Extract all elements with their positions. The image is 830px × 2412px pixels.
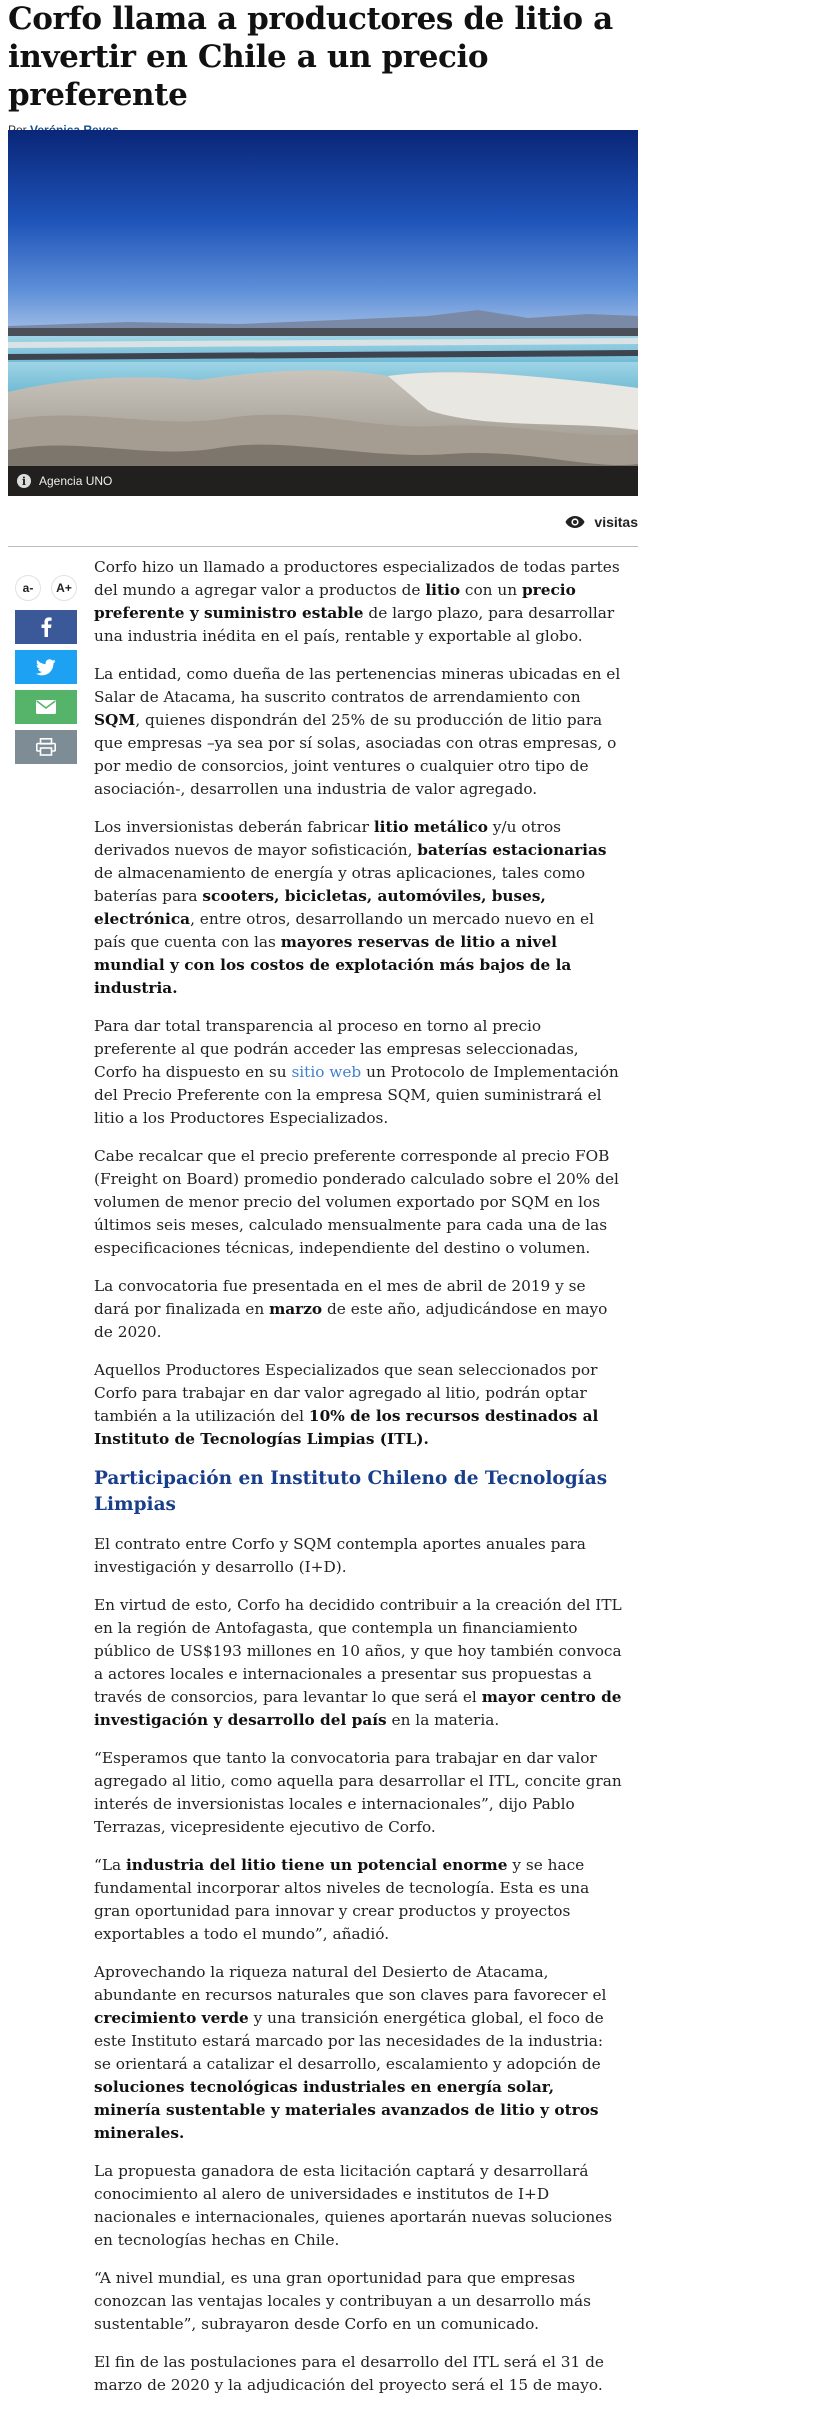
image-caption	[8, 466, 638, 496]
salar-landscape	[8, 130, 638, 496]
text-run: , quienes dispondrán del 25% de su producción de litio para que empresas –ya sea por sí solas, asociadas con otras empresas, o por medio de consorcios, joint ventures o cualquier otro tipo de asociación-, desarrollen una industria de valor agregado.	[94, 711, 617, 798]
article-container	[8, 0, 638, 2394]
text-run: “A nivel mundial, es una gran oportunidad para que empresas conozcan las ventajas locales y contribuyan a un desarrollo más sustentable”, subrayaron desde Corfo en un comunicado.	[94, 2269, 591, 2333]
text-run: La convocatoria fue presentada en el mes de abril de 2019 y se dará por finalizada en	[94, 1277, 586, 1318]
text-run: “La	[94, 1856, 126, 1874]
text-run: y/u otros derivados nuevos de mayor sofisticación,	[94, 818, 562, 859]
text-run: La entidad, como dueña de las pertenencias mineras ubicadas en el Salar de Atacama, ha suscrito contratos de arrendamiento con	[94, 665, 621, 706]
paragraph	[94, 816, 624, 1000]
bold-text: 10% de los recursos destinados al Instituto de Tecnologías Limpias (ITL).	[94, 1407, 599, 1448]
twitter-icon	[36, 659, 56, 676]
text-run: en la materia.	[386, 1711, 500, 1729]
text-run: de este año, adjudicándose en mayo de 2020.	[94, 1300, 608, 1341]
paragraph	[94, 2160, 624, 2252]
twitter-share-button[interactable]	[15, 650, 77, 684]
text-run: un Protocolo de Implementación del Precio Preferente con la empresa SQM, quien suministrará el litio a los Productores Especializados.	[94, 1063, 619, 1127]
bold-text: industria del litio tiene un potencial enorme	[125, 1856, 508, 1874]
text-run: de largo plazo, para desarrollar una industria inédita en el país, rentable y exportable al globo.	[94, 604, 615, 645]
paragraph	[94, 1594, 624, 1732]
text-run: Aprovechando la riqueza natural del Desierto de Atacama, abundante en recursos naturales que son claves para favorecer el	[94, 1963, 607, 2004]
bold-text: mayor centro de investigación y desarrollo del país	[94, 1688, 622, 1729]
text-run: El fin de las postulaciones para el desarrollo del ITL será el 31 de marzo de 2020 y la adjudicación del proyecto será el 15 de mayo.	[94, 2353, 604, 2394]
bold-text: crecimiento verde	[94, 2009, 249, 2027]
paragraph	[94, 2267, 624, 2336]
paragraph	[94, 1145, 624, 1260]
text-run: , entre otros, desarrollando un mercado nuevo en el país que cuenta con las	[94, 910, 594, 951]
font-size-controls	[15, 575, 77, 601]
email-share-button[interactable]	[15, 690, 77, 724]
email-icon	[36, 700, 56, 714]
text-run: La propuesta ganadora de esta licitación captará y desarrollará conocimiento al alero de universidades e institutos de I+D nacionales e internacionales, quienes aportarán nuevas soluciones en tecnologías hechas en Chile.	[94, 2162, 613, 2249]
text-run: con un	[460, 581, 522, 599]
text-run: En virtud de esto, Corfo ha decidido contribuir a la creación del ITL en la región de Antofagasta, que contempla un financiamiento público de US$193 millones en 10 años, y que hoy también convoca a actores locales e internacionales a presentar sus propuestas a través de consorcios, para levantar lo que será el	[94, 1596, 622, 1706]
font-decrease-button[interactable]: a-	[15, 575, 41, 601]
text-run: “Esperamos que tanto la convocatoria para trabajar en dar valor agregado al litio, como aquella para desarrollar el ITL, concite gran interés de inversionistas locales e internacionales”, dijo Pablo Terrazas, vicepresidente ejecutivo de Corfo.	[94, 1749, 622, 1836]
facebook-share-button[interactable]	[15, 610, 77, 644]
paragraph	[94, 1015, 624, 1130]
text-run: Para dar total transparencia al proceso en torno al precio preferente al que podrán acceder las empresas seleccionadas, Corfo ha dispuesto en su	[94, 1017, 579, 1081]
hero-image	[8, 130, 638, 496]
bold-text: scooters, bicicletas, automóviles, buses, electrónica	[94, 887, 546, 928]
paragraph	[94, 1359, 624, 1451]
text-run: Corfo hizo un llamado a productores especializados de todas partes del mundo a agregar valor a productos de	[94, 558, 620, 599]
article-body	[94, 556, 624, 2412]
bold-text: litio	[425, 581, 461, 599]
info-icon: i	[17, 474, 31, 488]
caption-text: Agencia UNO	[39, 474, 113, 488]
paragraph	[94, 1533, 624, 1579]
text-run: y se hace fundamental incorporar altos niveles de tecnología. Esta es una gran oportunidad para innovar y crear productos y proyectos exportables a todo el mundo”, añadió.	[94, 1856, 590, 1943]
bold-text: mayores reservas de litio a nivel mundial y con los costos de explotación más bajos de la industria.	[94, 933, 572, 997]
text-run: de almacenamiento de energía y otras aplicaciones, tales como baterías para	[94, 864, 586, 905]
bold-text: precio preferente y suministro estable	[94, 581, 576, 622]
font-increase-button[interactable]: A+	[51, 575, 77, 601]
bold-text: litio metálico	[373, 818, 488, 836]
inline-link[interactable]: sitio web	[291, 1063, 362, 1081]
paragraph	[94, 556, 624, 648]
section-heading: Participación en Instituto Chileno de Tecnologías Limpias	[94, 1468, 608, 1515]
bold-text: baterías estacionarias	[417, 841, 607, 859]
text-run: Cabe recalcar que el precio preferente corresponde al precio FOB (Freight on Board) promedio ponderado calculado sobre el 20% del volumen de menor precio del volumen exportado por SQM en los últimos seis meses, calculado mensualmente para cada una de las especificaciones técnicas, independiente del destino o volumen.	[94, 1147, 619, 1257]
article-tools	[15, 575, 77, 770]
eye-icon	[565, 515, 585, 529]
paragraph	[94, 1961, 624, 2145]
facebook-icon	[40, 617, 52, 637]
text-run: El contrato entre Corfo y SQM contempla aportes anuales para investigación y desarrollo (I+D).	[94, 1535, 586, 1576]
paragraph	[94, 1275, 624, 1344]
text-run: Los inversionistas deberán fabricar	[94, 818, 374, 836]
visits-label: visitas	[594, 514, 638, 530]
paragraph	[94, 2351, 624, 2397]
page-title: Corfo llama a productores de litio a invertir en Chile a un precio preferente	[8, 1, 613, 113]
paragraph	[94, 1854, 624, 1946]
visits-counter	[565, 514, 638, 530]
paragraph	[94, 663, 624, 801]
divider	[8, 546, 638, 547]
bold-text: marzo	[269, 1300, 323, 1318]
print-button[interactable]	[15, 730, 77, 764]
paragraph	[94, 1747, 624, 1839]
text-run: y una transición energética global, el foco de este Instituto estará marcado por las necesidades de la industria: se orientará a catalizar el desarrollo, escalamiento y adopción de	[94, 2009, 604, 2073]
print-icon	[36, 738, 56, 756]
text-run: Aquellos Productores Especializados que sean seleccionados por Corfo para trabajar en dar valor agregado al litio, podrán optar también a la utilización del	[94, 1361, 598, 1425]
bold-text: SQM	[94, 711, 136, 729]
bold-text: soluciones tecnológicas industriales en energía solar, minería sustentable y materiales avanzados de litio y otros minerales.	[94, 2078, 599, 2142]
